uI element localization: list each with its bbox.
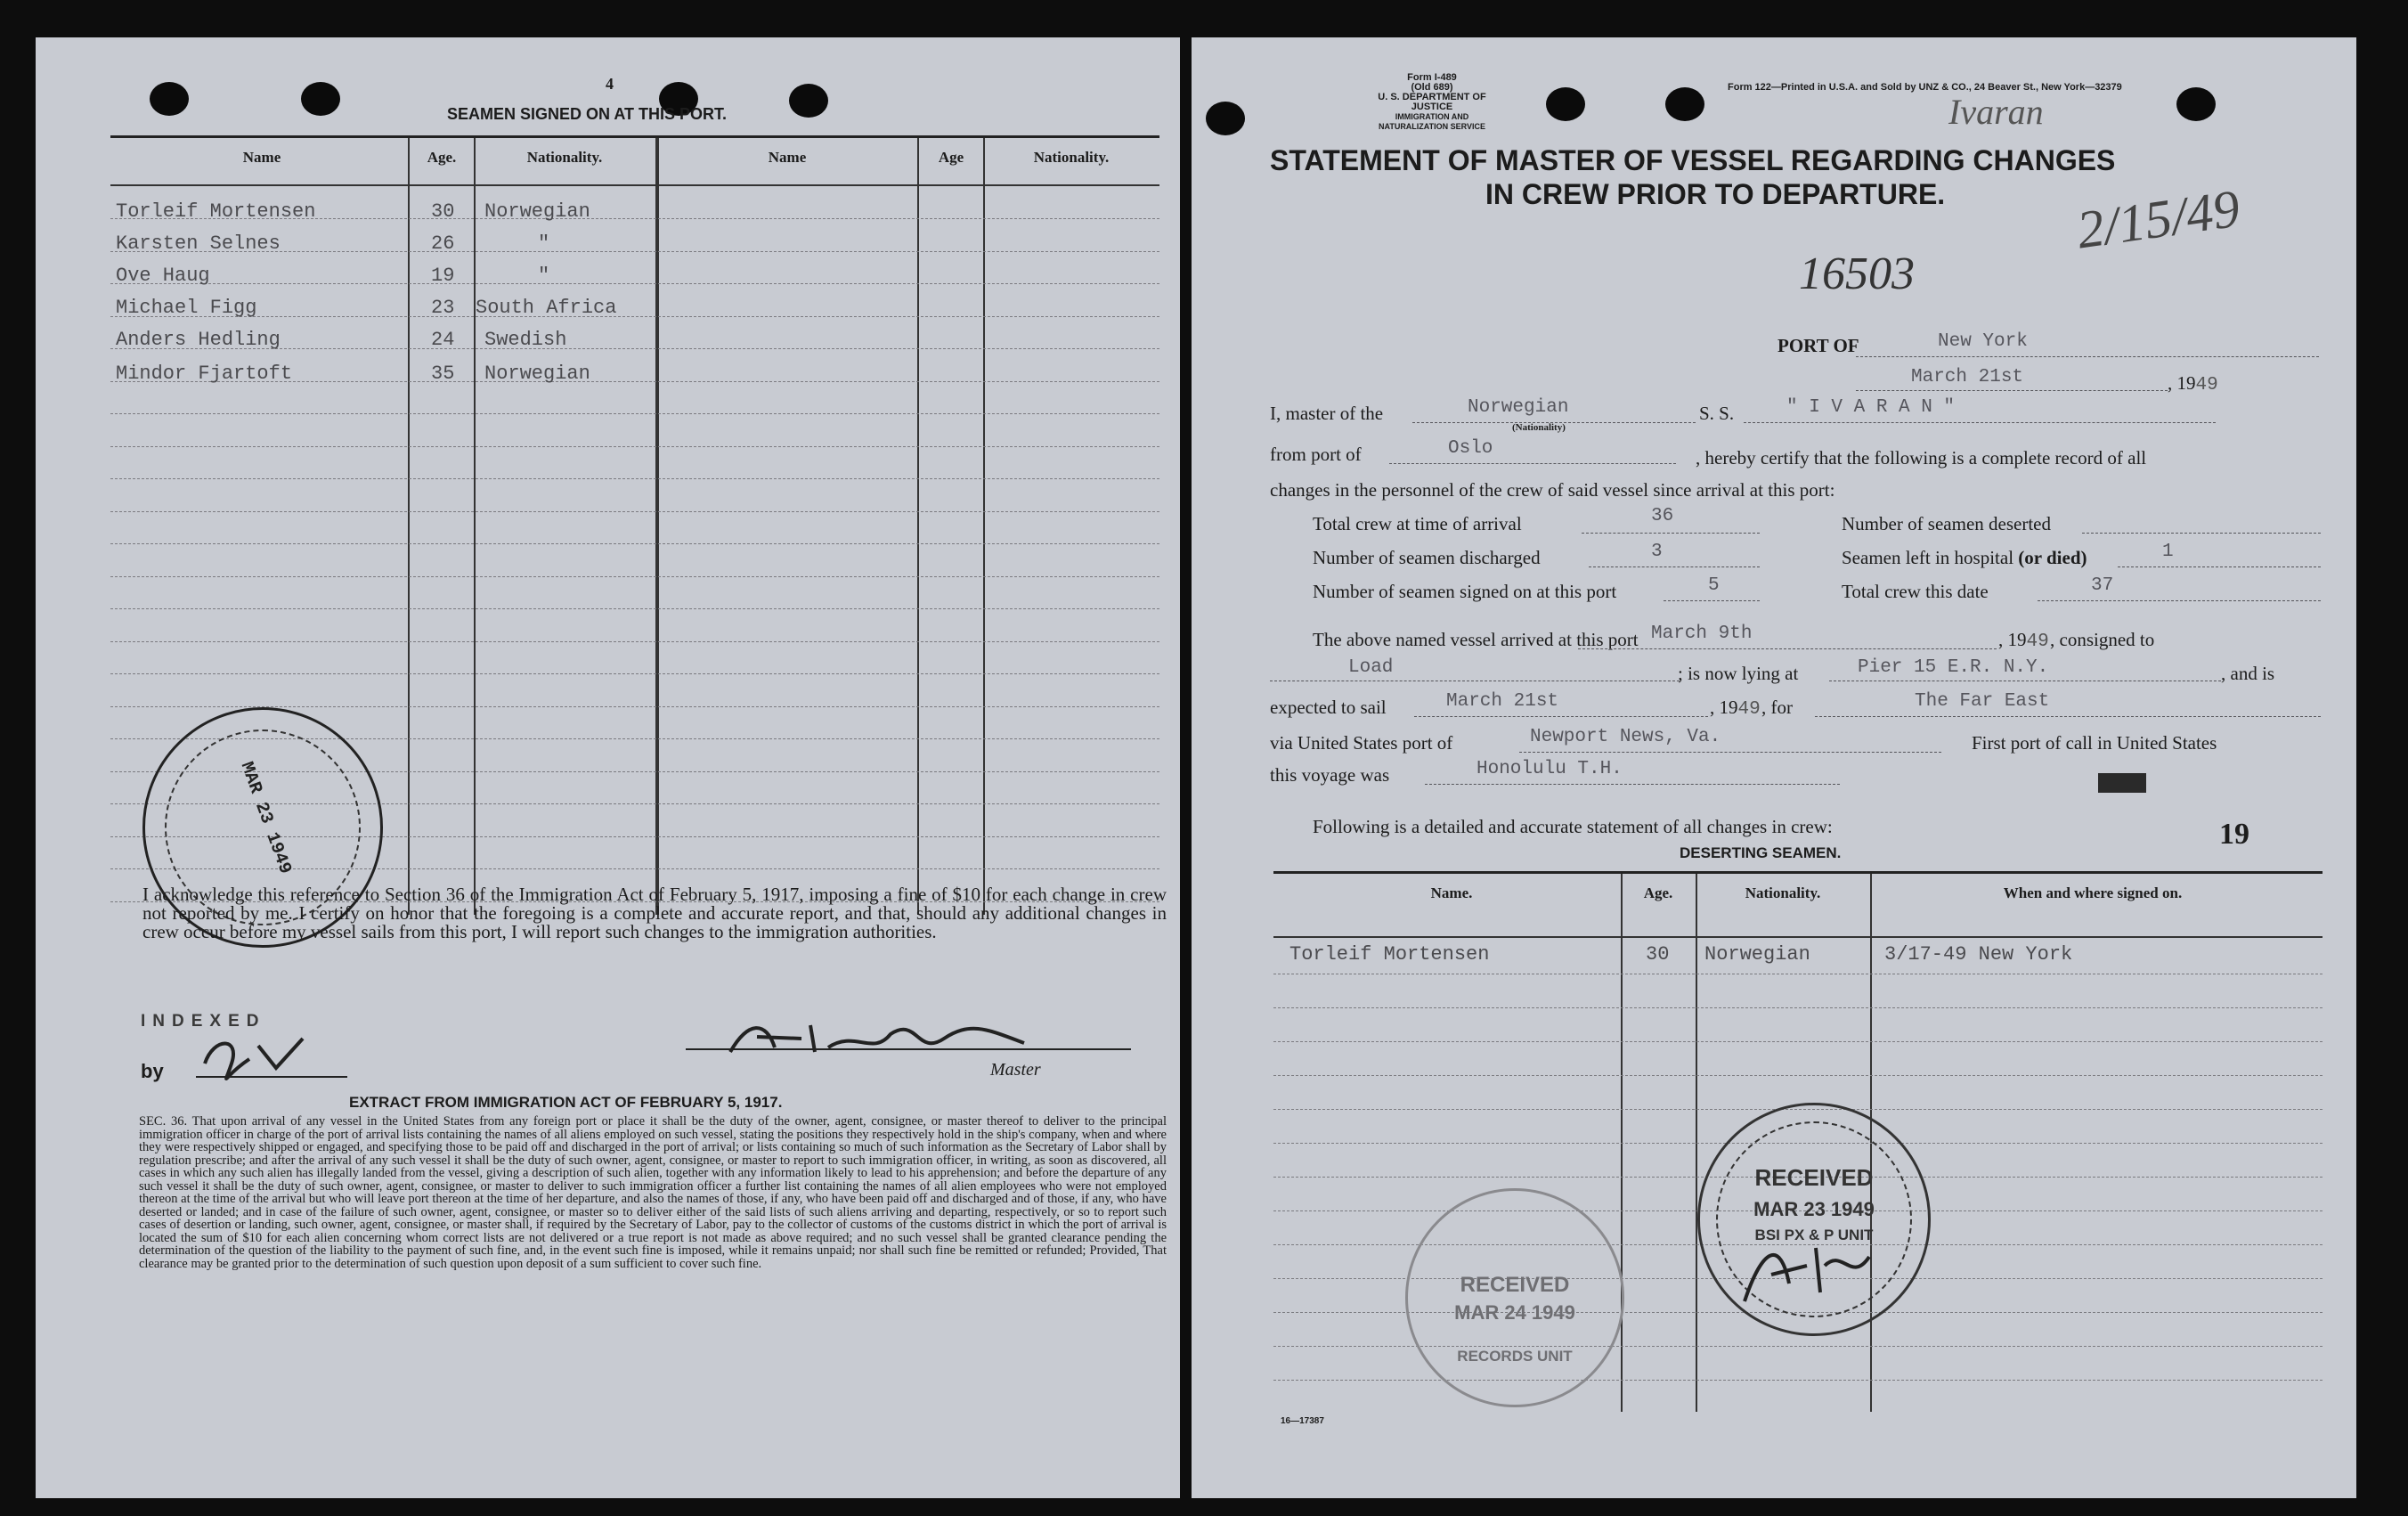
form-number: Form I-489	[1407, 72, 1457, 83]
lying-label: ; is now lying at	[1678, 663, 1799, 684]
punch-hole	[1665, 87, 1704, 121]
crew-age: 26	[431, 232, 455, 255]
row-rule	[110, 283, 1159, 284]
punch-hole	[1546, 87, 1585, 121]
arrived-value: March 9th	[1651, 624, 1753, 644]
port-of-label: PORT OF	[1778, 335, 1859, 356]
col-header-age: Age.	[427, 149, 457, 166]
punch-hole	[301, 82, 340, 116]
row-rule	[1273, 1075, 2323, 1076]
arrived-year: , 1949	[1998, 629, 2049, 652]
total-crew-date-value: 37	[2091, 575, 2114, 596]
year-suffix: 49	[2026, 632, 2049, 652]
row-rule	[1273, 1007, 2323, 1008]
expected-value: March 21st	[1446, 691, 1559, 712]
and-is-label: , and is	[2221, 663, 2275, 684]
master-label: Master	[990, 1060, 1041, 1080]
desert-signed: 3/17-49 New York	[1884, 943, 2073, 966]
row-rule	[110, 316, 1159, 317]
nationality-value: Norwegian	[1468, 397, 1569, 418]
received-stamp-1-date: MAR 24 1949	[1454, 1301, 1575, 1324]
page-number-right: 19	[2219, 818, 2249, 851]
desert-header-signed: When and where signed on.	[2003, 884, 2183, 901]
discharged-label: Number of seamen discharged	[1313, 547, 1541, 568]
col-header-nationality: Nationality.	[526, 149, 603, 166]
department: U. S. DEPARTMENT OF JUSTICE	[1378, 92, 1486, 112]
footer-code: 16—17387	[1281, 1416, 1324, 1426]
date-year: , 1949	[2168, 372, 2218, 395]
discharged-value: 3	[1651, 542, 1663, 562]
received-stamp-1-title: RECEIVED	[1460, 1273, 1570, 1297]
handwritten-date: 2/15/49	[2073, 178, 2243, 260]
crew-name: Ove Haug	[116, 265, 210, 287]
crew-age: 23	[431, 297, 455, 319]
year-suffix: 49	[1737, 699, 1761, 720]
received-stamp-2	[1697, 1103, 1931, 1336]
master-of-label: I, master of the	[1270, 403, 1384, 424]
crew-age: 30	[431, 200, 455, 223]
crew-name: Karsten Selnes	[116, 232, 281, 255]
via-value: Newport News, Va.	[1530, 727, 1721, 747]
date-stamp-text: MAR 23 1949	[235, 759, 296, 877]
received-stamp-1	[1405, 1188, 1624, 1407]
row-rule	[110, 673, 1159, 674]
row-rule	[110, 576, 1159, 577]
total-crew-date-label: Total crew this date	[1842, 581, 1989, 602]
indexed-stamp: INDEXED	[141, 1012, 266, 1031]
crew-nationality: South Africa	[476, 297, 617, 319]
via-label: via United States port of	[1270, 732, 1453, 754]
year-suffix: 49	[2195, 375, 2218, 395]
hospital-text: Seamen left in hospital	[1842, 547, 2014, 568]
page-number: 4	[606, 75, 614, 93]
hospital-or-died: (or died)	[2018, 547, 2087, 568]
by-label: by	[141, 1060, 164, 1082]
year-prefix: 19	[1719, 697, 1738, 718]
crew-nationality: Swedish	[484, 329, 567, 351]
service-name: IMMIGRATION AND NATURALIZATION SERVICE	[1378, 112, 1485, 131]
this-voyage-label: this voyage was	[1270, 764, 1390, 786]
total-crew-arrival-label: Total crew at time of arrival	[1313, 513, 1522, 534]
form-title-line2: IN CREW PRIOR TO DEPARTURE.	[1485, 178, 1946, 210]
redaction-mark	[2098, 773, 2146, 793]
received-stamp-2-date: MAR 23 1949	[1753, 1198, 1875, 1220]
right-page	[1192, 37, 2356, 1498]
col-header-age-2: Age	[938, 149, 964, 166]
row-rule	[110, 543, 1159, 544]
crew-nationality: Norwegian	[484, 363, 590, 385]
hospital-value: 1	[2162, 542, 2174, 562]
row-rule	[110, 608, 1159, 609]
punch-hole	[1206, 102, 1245, 135]
handwritten-ship: Ivaran	[1948, 92, 2044, 132]
expected-year: , 1949	[1710, 697, 1761, 720]
col-header-name: Name	[242, 149, 281, 166]
crew-age: 19	[431, 265, 455, 287]
lying-value: Pier 15 E.R. N.Y.	[1858, 657, 2049, 678]
desert-age: 30	[1646, 943, 1670, 966]
consigned-value: Load	[1348, 657, 1394, 678]
col-header-name-2: Name	[768, 149, 807, 166]
date-value: March 21st	[1911, 367, 2024, 387]
deserting-title: DESERTING SEAMEN.	[1680, 844, 1842, 861]
following-text: Following is a detailed and accurate statement of all changes in crew:	[1313, 816, 1833, 837]
printer-line: Form 122—Printed in U.S.A. and Sold by UNZ & CO., 24 Beaver St., New York—32379	[1728, 82, 2122, 93]
first-port-label: First port of call in United States	[1972, 732, 2217, 754]
form-old: (Old 689)	[1411, 82, 1453, 93]
handwritten-number: 16503	[1799, 249, 1915, 299]
row-rule	[110, 413, 1159, 414]
signed-on-value: 5	[1708, 575, 1720, 596]
col-header-nationality-2: Nationality.	[1033, 149, 1110, 166]
hospital-label	[1842, 547, 2087, 569]
extract-title: EXTRACT FROM IMMIGRATION ACT OF FEBRUARY 5, 1917.	[349, 1094, 783, 1111]
row-rule	[110, 478, 1159, 479]
punch-hole	[789, 84, 828, 118]
arrived-label: The above named vessel arrived at this port	[1313, 629, 1639, 650]
crew-name: Torleif Mortensen	[116, 200, 316, 223]
punch-hole	[2176, 87, 2216, 121]
crew-age: 35	[431, 363, 455, 385]
consigned-label: , consigned to	[2050, 629, 2155, 650]
received-stamp-2-title: RECEIVED	[1754, 1164, 1874, 1191]
signed-on-label: Number of seamen signed on at this port	[1313, 581, 1617, 602]
received-stamp-1-unit: RECORDS UNIT	[1457, 1348, 1573, 1365]
crew-name: Michael Figg	[116, 297, 257, 319]
crew-name: Mindor Fjartoft	[116, 363, 293, 385]
master-signature	[650, 1012, 1149, 1065]
desert-name: Torleif Mortensen	[1289, 943, 1490, 966]
crew-nationality: "	[538, 232, 550, 255]
row-rule	[1273, 1380, 2323, 1381]
nationality-caption: (Nationality)	[1512, 422, 1566, 433]
punch-hole	[150, 82, 189, 116]
row-rule	[110, 511, 1159, 512]
desert-header-age: Age.	[1643, 884, 1673, 901]
crew-name: Anders Hedling	[116, 329, 281, 351]
desert-nationality: Norwegian	[1704, 943, 1810, 966]
initials-signature	[196, 1028, 356, 1081]
left-page	[36, 37, 1180, 1498]
received-stamp-2-unit: BSI PX & P UNIT	[1754, 1227, 1874, 1243]
crew-nationality: Norwegian	[484, 200, 590, 223]
row-rule	[110, 446, 1159, 447]
total-crew-arrival-value: 36	[1651, 506, 1674, 526]
section-title: SEAMEN SIGNED ON AT THIS PORT.	[447, 105, 728, 123]
desert-header-nationality: Nationality.	[1745, 884, 1821, 901]
certify-text: , hereby certify that the following is a complete record of all	[1696, 447, 2147, 469]
for-value: The Far East	[1915, 691, 2050, 712]
deserted-label: Number of seamen deserted	[1842, 513, 2051, 534]
from-port-label: from port of	[1270, 444, 1362, 465]
ss-label: S. S.	[1699, 403, 1735, 424]
crew-nationality: "	[538, 265, 550, 287]
port-of-value: New York	[1938, 331, 2028, 352]
ship-name: " I V A R A N "	[1786, 397, 1956, 418]
form-title-line1: STATEMENT OF MASTER OF VESSEL REGARDING CHANGES	[1270, 144, 2116, 176]
changes-text: changes in the personnel of the crew of said vessel since arrival at this port:	[1270, 479, 1835, 501]
row-rule	[110, 641, 1159, 642]
stamp-initials	[1736, 1230, 1878, 1310]
this-voyage-value: Honolulu T.H.	[1477, 759, 1623, 779]
expected-label: expected to sail	[1270, 697, 1387, 718]
desert-header-name: Name.	[1430, 884, 1473, 901]
extract-text: SEC. 36. That upon arrival of any vessel in the United States from any foreign port or place it shall be the duty of the owner, agent, consignee, or master thereof to deliver to the principal immigration officer in charge of the port of arrival lists containing the names of all aliens employed on such vessel, stating the positions they respectively hold in the ship's company, when and where they were respectively shipped or engaged, and specifying those to be paid off and discharged in the port of arrival; or lists containing so much of such information as the Secretary of Labor shall by regulation prescribe; and after the arrival of any such vessel it shall be the duty of such owner, agent, consignee, or master to report to such immigration officer, in writing, as soon as discovered, all cases in which any such alien has illegally landed from the vessel, giving a description of such alien, together with any information likely to lead to his apprehension; and before the departure of any such vessel it shall be the duty of such owner, agent, consignee, or master to deliver to such immigration officer a further list containing the names of all alien employees who were not employed thereon at the time of the arrival but who will leave port thereon at the time of her departure, and also the names of those, if any, who have been paid off and discharged and of those, if any, who have deserted or landed; and in case of the failure of such owner, agent, consignee, or master so to deliver either of the said lists of such aliens arriving and departing, respectively, or so to report such cases of desertion or landing, such owner, agent, consignee, or master shall, if required by the Secretary of Labor, pay to the collector of customs of the customs district in which the port of arrival is located the sum of $10 for each alien concerning whom correct lists are not delivered or a true report is not made as above required; and no such vessel shall be granted clearance pending the determination of the question of the liability to the payment of such fine, and, in the event such fine is imposed, while it remains unpaid; nor shall such fine be remitted or refunded; Provided, That clearance may be granted prior to the determination of such question upon deposit of a sum sufficient to cover such fine.	[139, 1114, 1167, 1271]
from-port-value: Oslo	[1448, 438, 1493, 459]
acknowledgement-text: I acknowledge this reference to Section 36 of the Immigration Act of February 5, 1917, imposing a fine of $10 for each change in crew not reported by me. I certify on honor that the foregoing is a complete and accurate report, and that, should any additional changes in crew occur before my vessel sails from this port, I will report such changes to the immigration authorities.	[142, 884, 1167, 942]
year-prefix: 19	[2176, 372, 2196, 394]
row-rule	[1273, 1041, 2323, 1042]
crew-age: 24	[431, 329, 455, 351]
year-prefix: 19	[2007, 629, 2027, 650]
for-label: , for	[1761, 697, 1793, 718]
